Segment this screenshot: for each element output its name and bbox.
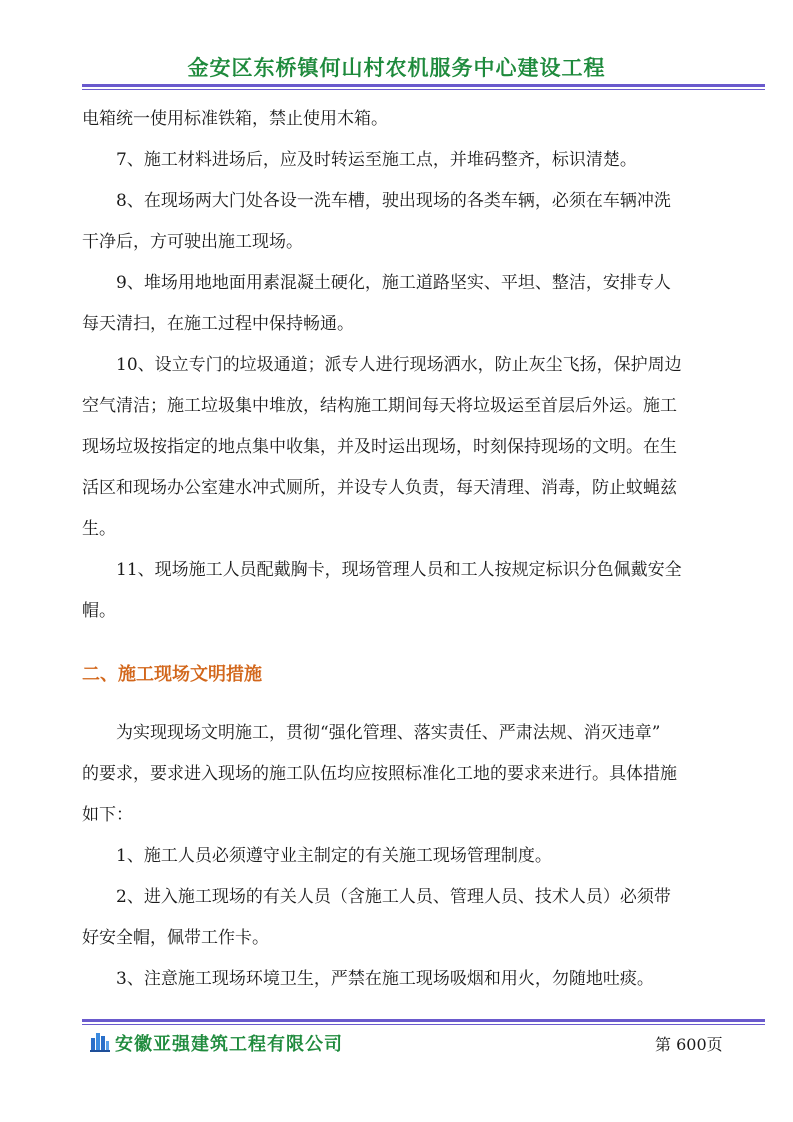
text-line: 电箱统一使用标准铁箱，禁止使用木箱。	[82, 109, 388, 129]
header-rule-thick	[82, 84, 765, 87]
text-line: 每天清扫，在施工过程中保持畅通。	[82, 314, 354, 334]
footer-company-name: 安徽亚强建筑工程有限公司	[115, 1034, 343, 1055]
page-header-title: 金安区东桥镇何山村农机服务中心建设工程	[187, 56, 606, 80]
paragraph	[82, 555, 722, 627]
paragraph	[82, 268, 722, 340]
paragraph	[82, 186, 722, 258]
text-line: 为实现现场文明施工，贯彻“强化管理、落实责任、严肃法规、消灭违章”	[116, 723, 661, 743]
paragraph	[82, 145, 722, 176]
text-line: 帽。	[82, 601, 116, 621]
text-line: 空气清洁；施工垃圾集中堆放，结构施工期间每天将垃圾运至首层后外运。施工	[82, 396, 677, 416]
header-rule-thin	[82, 89, 765, 90]
text-line: 11、现场施工人员配戴胸卡，现场管理人员和工人按规定标识分色佩戴安全	[116, 560, 682, 580]
text-line: 好安全帽，佩带工作卡。	[82, 928, 269, 948]
company-building-logo-icon	[90, 1030, 110, 1052]
text-line: 10、设立专门的垃圾通道；派专人进行现场洒水，防止灰尘飞扬，保护周边	[116, 355, 682, 375]
body-bottom	[82, 718, 722, 995]
text-line: 8、在现场两大门处各设一洗车槽，驶出现场的各类车辆，必须在车辆冲洗	[116, 191, 671, 211]
footer-page-number: 第 600页	[655, 1035, 723, 1054]
text-line: 2、进入施工现场的有关人员（含施工人员、管理人员、技术人员）必须带	[116, 887, 671, 907]
body-top	[82, 104, 722, 627]
text-line: 7、施工材料进场后，应及时转运至施工点，并堆码整齐，标识清楚。	[116, 150, 637, 170]
paragraph	[82, 964, 722, 995]
paragraph	[82, 718, 722, 831]
text-line: 现场垃圾按指定的地点集中收集，并及时运出现场，时刻保持现场的文明。在生	[82, 437, 677, 457]
text-line: 1、施工人员必须遵守业主制定的有关施工现场管理制度。	[116, 846, 552, 866]
footer-rule-thick	[82, 1019, 765, 1022]
paragraph	[82, 350, 722, 545]
text-line: 3、注意施工现场环境卫生，严禁在施工现场吸烟和用火，勿随地吐痰。	[116, 969, 654, 989]
paragraph	[82, 841, 722, 872]
text-line: 9、堆场用地地面用素混凝土硬化，施工道路坚实、平坦、整洁，安排专人	[116, 273, 671, 293]
text-line: 生。	[82, 519, 116, 539]
paragraph	[82, 882, 722, 954]
paragraph	[82, 104, 722, 135]
text-line: 干净后，方可驶出施工现场。	[82, 232, 303, 252]
text-line: 活区和现场办公室建水冲式厕所，并设专人负责，每天清理、消毒，防止蚊蝇兹	[82, 478, 677, 498]
text-line: 如下：	[82, 805, 133, 825]
text-line: 的要求，要求进入现场的施工队伍均应按照标准化工地的要求来进行。具体措施	[82, 764, 677, 784]
section-heading: 二、施工现场文明措施	[82, 664, 262, 685]
footer-rule-thin	[82, 1024, 765, 1025]
